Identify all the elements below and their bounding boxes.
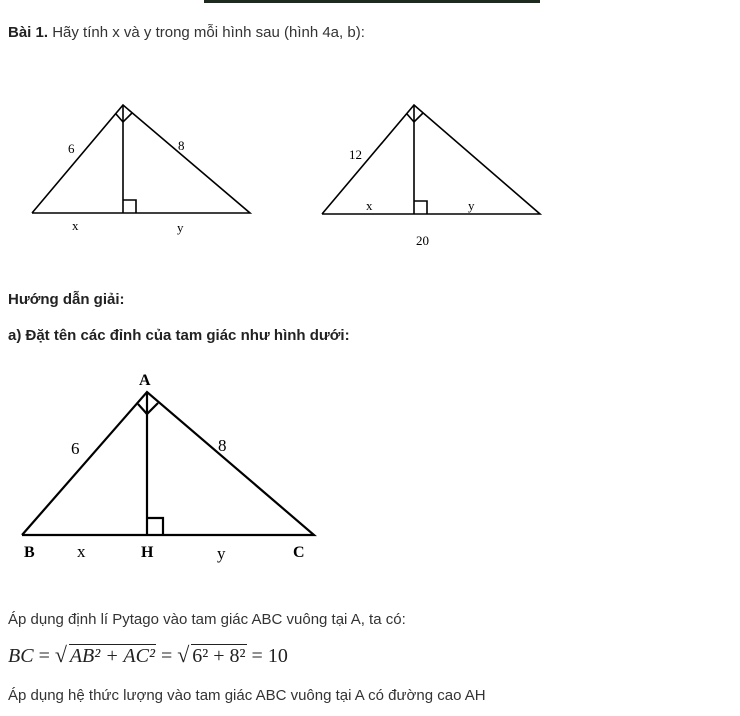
label-base: 20 [416,233,429,248]
triangle-4a [32,105,250,213]
guide-heading: Hướng dẫn giải: [8,291,125,308]
label-x: x [366,198,373,213]
label-side-ac: 8 [218,436,227,455]
step2-text: Áp dụng hệ thức lượng vào tam giác ABC vuông tại A có đường cao AH [8,687,486,704]
formula-radicand-2: 6² + 8² [192,645,246,667]
part-a-heading: a) Đặt tên các đỉnh của tam giác như hình dưới: [8,327,350,344]
label-side-right: 8 [178,138,185,153]
right-angle-mark-top-4a [116,113,132,122]
triangle-abc [22,392,314,535]
right-angle-mark-foot-4b [414,201,427,214]
figure-4b [300,96,560,256]
top-banner-bar [204,0,540,3]
formula-result: 10 [267,645,288,667]
label-x: x [77,542,86,561]
label-side-ab: 6 [71,439,80,458]
vertex-c: C [293,544,305,561]
label-x: x [72,218,79,233]
step1-text: Áp dụng định lí Pytago vào tam giác ABC vuông tại A, ta có: [8,611,406,628]
problem-text: Hãy tính x và y trong mỗi hình sau (hình 4a, b): [48,24,365,41]
formula-sqrt-2 [177,644,246,668]
right-angle-mark-top-4b [407,113,423,122]
label-y: y [177,220,184,235]
vertex-b: B [24,544,35,561]
figure-labeled-triangle [0,366,340,571]
formula-lhs: BC [8,645,34,667]
figure-4a [0,96,280,246]
vertex-h: H [141,544,154,561]
vertex-a: A [139,372,151,389]
right-angle-mark-h [147,518,163,535]
label-y: y [217,544,226,563]
formula-sqrt-1 [55,644,156,668]
label-side-left: 6 [68,141,75,156]
problem-statement [8,24,365,41]
label-y: y [468,198,475,213]
problem-label: Bài 1. [8,24,49,41]
formula-radicand-1: AB² + AC² [69,645,155,667]
pythagoras-formula: BC = √ AB² + AC² = √ 6² + 8² = 10 [8,644,288,668]
label-side-left: 12 [349,147,362,162]
right-angle-mark-foot-4a [123,200,136,213]
